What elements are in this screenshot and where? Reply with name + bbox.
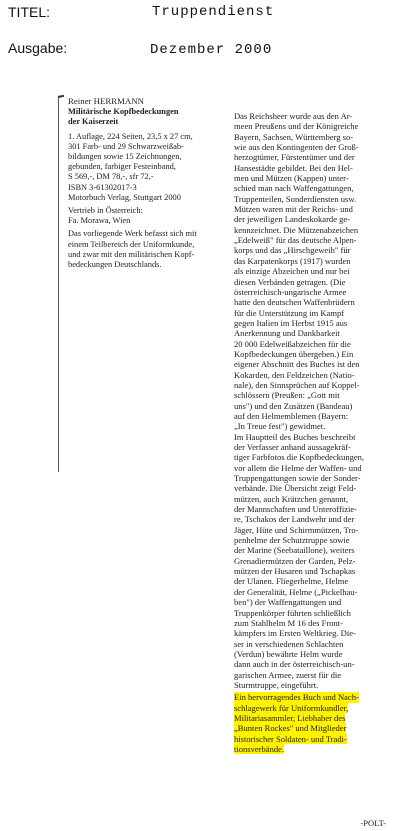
- review-line: vor allem die Helme der Waffen- und: [234, 462, 362, 473]
- review-line: Jäger, Hüte und Schirmmützen, Tro-: [234, 524, 359, 535]
- highlighted-line: schlagewerk für Uniformkundler,: [234, 702, 349, 713]
- review-line: hatte den deutschen Waffenbrüdern: [234, 297, 355, 308]
- review-line: men und Mützen (Kappen) unter-: [234, 173, 349, 184]
- review-line: uns") und den Zusätzen (Bandeau): [234, 400, 353, 411]
- book-meta-line: 301 Farb- und 29 Schwarzweißab-: [68, 141, 184, 151]
- book-author: Reiner HERRMANN: [68, 96, 144, 106]
- review-line: das Karpatenkorps (1917) wurden: [234, 255, 351, 266]
- review-line: „Edelweiß" für das deutsche Alpen-: [234, 235, 357, 246]
- review-line: ben") der Waffengattungen und: [234, 597, 342, 608]
- review-line: Sturmtruppe, eingeführt.: [234, 679, 319, 690]
- book-info-box: [58, 96, 226, 270]
- book-meta-line: ISBN 3-61302017-3: [68, 182, 137, 192]
- review-line: zum Stahlhelm M 16 des Front-: [234, 617, 343, 628]
- review-line: für die Unterstützung im Kampf: [234, 307, 345, 318]
- book-meta-line: bildungen sowie 15 Zeichnungen,: [68, 152, 182, 162]
- review-line: Truppengattungen sowie der Sonder-: [234, 473, 361, 484]
- review-line: ser in verschiedenen Schlachten: [234, 638, 344, 649]
- review-line: Im Hauptteil des Buches beschreibt: [234, 431, 356, 442]
- book-meta: [68, 132, 226, 203]
- review-line: penhelme der Schutztruppe sowie: [234, 535, 350, 546]
- review-line: als einzige Abzeichen und nur bei: [234, 266, 350, 277]
- review-line: „In Treue fest") gewidmet.: [234, 421, 326, 432]
- description-line: bedeckungen Deutschlands.: [68, 260, 162, 270]
- review-line: der Marine (Seebataillone), weiters: [234, 545, 355, 556]
- review-line: Truppenkörper führten schließlich: [234, 607, 351, 618]
- review-line: korps und das „Hirschgeweih" für: [234, 245, 351, 256]
- review-line: Truppenteilen, Sonderdiensten usw.: [234, 193, 357, 204]
- review-line: wie aus den Kontingenten der Groß-: [234, 142, 359, 153]
- titel-label: TITEL:: [8, 4, 51, 20]
- review-line: österreichisch-ungarische Armee: [234, 286, 347, 297]
- review-text-column: [234, 111, 392, 754]
- book-title-line: der Kaiserzeit: [68, 117, 119, 127]
- review-line: dann auch in der österreichisch-un-: [234, 659, 355, 670]
- review-line: auf den Helmemblemen (Bayern:: [234, 410, 349, 421]
- review-line: diesen Verbänden getragen. (Die: [234, 276, 346, 287]
- review-line: gegen Italien im Herbst 1915 aus: [234, 317, 348, 328]
- review-line: Anerkennung und Dankbarkeit: [234, 328, 340, 339]
- review-line: der jeweiligen Landeskokarde ge-: [234, 214, 351, 225]
- review-line: Kopfbedeckungen übergeben.) Ein: [234, 348, 354, 359]
- review-line: schied man nach Waffengattungen,: [234, 183, 354, 194]
- review-line: Das Reichsheer wurde aus den Ar-: [234, 111, 353, 121]
- review-line: mützen der Husaren und Tschapkas: [234, 566, 356, 577]
- book-meta-line: 1. Auflage, 224 Seiten, 23,5 x 27 cm,: [68, 131, 193, 141]
- review-line: tiger Farbfotos die Kopfbedeckungen,: [234, 452, 365, 463]
- description-line: Das vorliegende Werk befasst sich mit: [68, 229, 197, 239]
- highlighted-line: Militariasammler, Liebhaber des: [234, 712, 346, 723]
- ausgabe-label: Ausgabe:: [8, 40, 68, 56]
- review-line: der Verfasser anhand aussagekräf-: [234, 442, 351, 452]
- book-meta-line: Motorbuch Verlag, Stuttgart 2000: [68, 192, 181, 202]
- book-title: [68, 107, 226, 127]
- review-line: nale), den Sinnsprüchen auf Koppel-: [234, 379, 360, 390]
- book-meta-line: S 569,-, DM 78,-, sfr 72,-: [68, 172, 154, 182]
- review-line: Hansestädte gebildet. Bei den Hel-: [234, 162, 353, 173]
- review-line: Bayern, Sachsen, Württemberg so-: [234, 131, 354, 142]
- book-meta-line: gebunden, farbiger Festeinband,: [68, 162, 176, 172]
- review-line: mützen, auch Krätzchen genannt,: [234, 493, 349, 504]
- review-line: Kokarden, den Feldzeichen (Natio-: [234, 369, 355, 380]
- highlighted-line: „Bunten Rockes" und Mitglieder: [234, 723, 347, 734]
- review-line: verbände. Die Übersicht zeigt Feld-: [234, 483, 357, 494]
- review-line: herzogtümer, Fürstentümer und der: [234, 152, 355, 163]
- review-line: Mützen waren mit der Reichs- und: [234, 204, 353, 215]
- review-line: der Mannschaften und Unteroffizie-: [234, 504, 358, 515]
- titel-value: Truppendienst: [152, 4, 275, 20]
- review-line: garischen Armee, zuerst für die: [234, 669, 342, 680]
- description-line: einem Teilbereich der Uniformkunde,: [68, 239, 195, 249]
- box-border-line: [58, 96, 59, 472]
- review-line: der Ulanen. Fliegerhelme, Helme: [234, 576, 349, 587]
- review-line: schlössern (Preußen: „Gott mit: [234, 390, 340, 401]
- book-title-line: Militärische Kopfbedeckungen: [68, 107, 179, 117]
- review-line: kämpfers im Ersten Weltkrieg. Die-: [234, 628, 356, 639]
- review-line: meen Preußens und der Königreiche: [234, 121, 359, 132]
- highlighted-line: historischer Soldaten- und Tradi-: [234, 733, 347, 744]
- highlighted-line: Ein hervorragendes Buch und Nach-: [234, 692, 359, 703]
- review-line: re, Tschakos der Landwehr und der: [234, 514, 355, 525]
- review-line: eigener Abschnitt des Buches ist den: [234, 359, 360, 370]
- review-line: 20 000 Edelweißabzeichen für die: [234, 338, 351, 349]
- book-description: [68, 229, 226, 270]
- review-line: kennzeichnet. Die Mützenabzeichen: [234, 224, 359, 235]
- review-highlight: [234, 692, 392, 754]
- vertrieb-info: [68, 206, 226, 226]
- vertrieb-line: Fa. Morawa, Wien: [68, 216, 131, 226]
- review-signature: -POLT-: [360, 818, 386, 828]
- description-line: und zwar mit den militärischen Kopf-: [68, 249, 195, 259]
- review-line: (Verdun) bewährte Helm wurde: [234, 648, 343, 659]
- review-body: [234, 111, 392, 690]
- highlighted-line: tionsverbände.: [234, 743, 285, 754]
- vertrieb-line: Vertrieb in Österreich:: [68, 206, 143, 216]
- ausgabe-value: Dezember 2000: [150, 42, 273, 58]
- review-line: Grenadiermützen der Garden, Pelz-: [234, 555, 356, 566]
- review-line: der Generalität, Helme („Pickelhau-: [234, 586, 358, 597]
